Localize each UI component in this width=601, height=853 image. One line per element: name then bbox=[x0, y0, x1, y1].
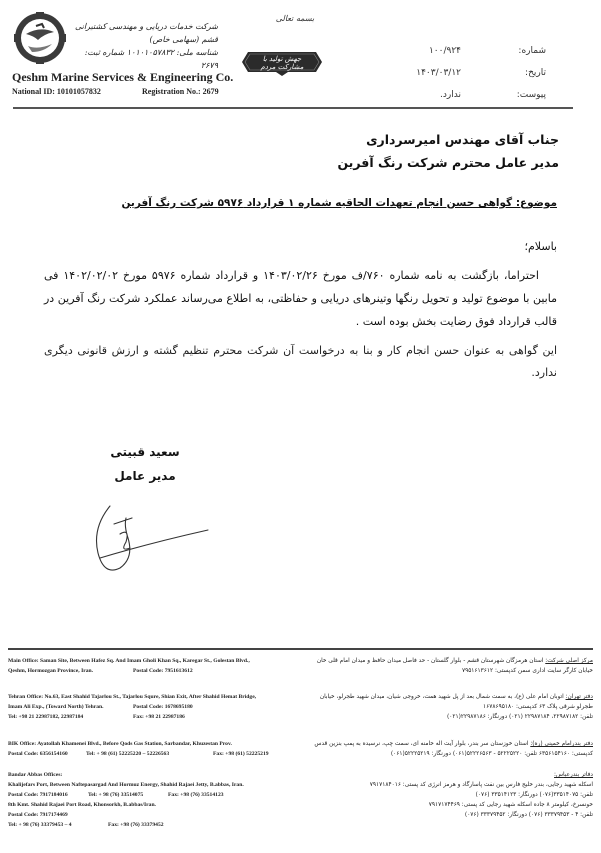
footer-en-ba-2-postal: Postal Code: 7917174469 bbox=[8, 812, 68, 818]
footer-en-tehran-3-row bbox=[8, 712, 298, 722]
footer-fa-bik-2: کدپستی: ۶۳۵۶۱۵۴۱۶۰ تلفن: ۵۲۲۲۵۲۲۰ - ۵۲۲۲۶۵۶۳(۰۶۱) دورنگار: ۵۲۲۲۵۲۱۹(۰۶۱) bbox=[390, 751, 593, 757]
footer-en-tehran-2-row bbox=[8, 702, 298, 712]
footer-fa-bik-title: دفتر بندرامام خمینی (ره): bbox=[530, 741, 593, 747]
footer-en-tehran-1: Tehran Office: No.63, East Shahid Tajarlou St., Tajarlou Squre, Shian Exit, After Shahid Hemat Bridge, bbox=[8, 694, 257, 700]
footer-en-ba-2-tel: Tel: + 98 (76) 33379453 – 4 bbox=[8, 822, 72, 828]
attachment-label: پیوست: bbox=[516, 90, 546, 100]
footer-en-ba-2: 8th Kmt. Shahid Rajaei Port Road, Khonsorkh, B.abbas/Iran. bbox=[8, 802, 156, 808]
footer-fa-tehran-2: طجرلو شرقی پلاک ۶۳ کدپستی: ۱۶۷۸۶۹۵۱۸۰ bbox=[483, 704, 593, 710]
signer-block bbox=[95, 440, 195, 488]
footer-en-ba-2-contact bbox=[8, 820, 298, 830]
date-label: تاریخ: bbox=[525, 68, 546, 78]
body-paragraph-2: این گواهی به عنوان حسن انجام کار و بنا به درخواست آن شرکت محترم تنظیم گشته و ارزش قانونی دیگری ندارد. bbox=[44, 344, 557, 379]
footer-fa-main-title: مرکز اصلی شرکت: bbox=[545, 658, 593, 664]
footer-en-main-2: Qeshm, Hormozgan Province, Iran. bbox=[8, 668, 94, 674]
signer-name: سعید قبیتی bbox=[110, 445, 180, 459]
date-value: ۱۴۰۳/۰۳/۱۲ bbox=[416, 68, 461, 78]
footer-en-tehran-postal: Postal Code: 1678695180 bbox=[133, 704, 193, 710]
body-paragraph-1: احتراما، بازگشت به نامه شماره ۷۶۰/ف مورخ ۱۴۰۳/۰۲/۲۶ و قرارداد شماره ۵۹۷۶ مورخ ۱۴۰۲/۰۲/۰۲ فی مابین با موضوع تولید و تحویل رنگها وتینرهای دریایی و حفاظتی، به اطلاع می‌رساند عملکرد شرکت رنگ آفرین در قالب قرارداد فوق رضایت بخش بوده است . bbox=[44, 269, 557, 328]
footer-fa-main-1 bbox=[303, 656, 593, 666]
footer-fa-bik-1 bbox=[303, 739, 593, 749]
footer-fa-tehran-title: دفتر تهران: bbox=[565, 694, 593, 700]
meta-date-row bbox=[381, 62, 546, 84]
footer-en-main-1: Main Office: Saman Site, Between Hafez Sq. And Imam Gholi Khan Sq., Karegar St., Golestan Blvd., bbox=[8, 658, 250, 664]
footer-en-tehran-fax: Fax: +98 21 22987186 bbox=[133, 714, 185, 720]
footer-fa-ba-4: تلفن: ۴ - ۳۳۳۷۹۴۵۳ (۰۷۶) دورنگار: ۳۳۳۷۹۴۵۲ (۰۷۶) bbox=[464, 812, 593, 818]
footer-tehran-office-en bbox=[8, 692, 298, 722]
bismillah-heading: بسمه تعالی bbox=[275, 14, 315, 23]
signer-title: مدیر عامل bbox=[114, 469, 176, 483]
footer-en-tehran-2: Imam Ali Exp., (Toward North) Tehran. bbox=[8, 704, 104, 710]
footer-bik-office-en bbox=[8, 739, 298, 759]
footer-bandar-abbas-fa bbox=[303, 770, 593, 820]
national-id: National ID: 10101057832 bbox=[12, 87, 101, 96]
footer-en-ba-1: Khalijefars Port, Between Naftepasargad And Hormuz Energy, Shahid Rajaei Jetty, B.abbas, Iran. bbox=[8, 782, 244, 788]
footer-en-tehran-tel: Tel: +98 21 22987182, 22987184 bbox=[8, 714, 84, 720]
footer-fa-ba-title: دفاتر بندرعباس: bbox=[554, 772, 593, 778]
footer-en-bik-1: BIK Office: Ayatollah Khamenei Blvd., Before Qods Gas Station, Sarbandar, Khuzestan Prov. bbox=[8, 741, 232, 747]
footer-en-ba-1-postal: Postal Code: 7917184016 bbox=[8, 792, 68, 798]
registration-number: Registration No.: 2679 bbox=[142, 87, 219, 96]
footer-fa-ba-2: تلفن: ۳۳۵۱۴۰۷۵(۰۷۶) دورنگار: ۳۳۵۱۴۱۲۳ (۰۷۶) bbox=[475, 792, 593, 798]
footer-fa-tehran-1 bbox=[303, 692, 593, 702]
footer-bandar-abbas-en bbox=[8, 770, 298, 830]
footer-en-ba-2-fax: Fax: +98 (76) 33379452 bbox=[108, 822, 164, 828]
footer-divider bbox=[8, 648, 593, 650]
company-name-fa-line1: شرکت خدمات دریایی و مهندسی کشتیرانی قشم (سهامی خاص) bbox=[74, 22, 218, 44]
signature-icon bbox=[90, 498, 210, 578]
footer-en-ba-title: Bandar Abbas Offices: bbox=[8, 772, 63, 778]
header-divider bbox=[13, 107, 573, 109]
addressee-title: مدیر عامل محترم شرکت رنگ آفرین bbox=[337, 155, 559, 170]
footer-fa-ba-1: اسکله شهید رجایی، بندر خلیج فارس بین نفت پاسارگاد و هرمز انرژی کد پستی: ۷۹۱۷۱۸۴۰۱۶ bbox=[369, 782, 593, 788]
company-ids-fa-line2: شناسه ملی: ۱۰۱۰۱۰۵۷۸۳۲ شماره ثبت: ۲۶۷۹ bbox=[84, 48, 218, 70]
footer-en-main-postal: Postal Code: 7951613612 bbox=[133, 668, 193, 674]
footer-fa-main-line1: استان هرمزگان شهرستان قشم - بلوار گلستان - حد فاصل میدان حافظ و میدان امام قلی خان bbox=[316, 658, 544, 664]
footer-fa-ba-3: خونسرخ، کیلومتر ۸ جاده اسکله شهید رجایی کد پستی: ۷۹۱۷۱۷۴۴۶۹ bbox=[428, 802, 593, 808]
footer-en-ba-1-contact bbox=[8, 790, 298, 800]
footer-tehran-office-fa bbox=[303, 692, 593, 722]
footer-fa-tehran-3: تلفن: ۲۲۹۸۷۱۸۲، ۲۲۹۸۷۱۸۴ (۰۲۱) دورنگار: ۲۲۹۸۷۱۸۶(۰۲۱) bbox=[447, 714, 593, 720]
footer-en-bik-2-row bbox=[8, 749, 298, 759]
letter-subject: موضوع: گواهی حسن انجام تعهدات الحاقیه شماره ۱ قرارداد ۵۹۷۶ شرکت رنگ آفرین bbox=[121, 197, 557, 209]
greeting: باسلام؛ bbox=[524, 240, 557, 253]
slogan-text: جهش تولید با مشارکت مردم bbox=[260, 55, 304, 71]
letter-meta bbox=[381, 40, 546, 106]
footer-main-office-fa bbox=[303, 656, 593, 676]
number-label: شماره: bbox=[518, 46, 546, 56]
attachment-value: ندارد. bbox=[440, 90, 461, 100]
company-name-persian bbox=[68, 20, 218, 72]
footer-en-bik-tel: Tel: + 98 (61) 52225220 – 52226563 bbox=[86, 751, 170, 757]
meta-attachment-row bbox=[381, 84, 546, 106]
footer-en-bik-postal: Postal Code: 6356154160 bbox=[8, 751, 68, 757]
footer-en-ba-1-tel: Tel: + 98 (76) 33514075 bbox=[88, 792, 144, 798]
addressee bbox=[337, 128, 559, 174]
addressee-name: جناب آقای مهندس امیرسرداری bbox=[366, 132, 559, 147]
footer-main-office-en bbox=[8, 656, 298, 676]
number-value: ۱۰۰/۹۲۴ bbox=[428, 46, 461, 56]
footer-en-bik-fax: Fax: +98 (61) 52225219 bbox=[213, 751, 269, 757]
footer-bik-office-fa bbox=[303, 739, 593, 759]
footer-en-main-2-row bbox=[8, 666, 298, 676]
footer-fa-main-2: خیابان کارگر سایت اداری سمن کدپستی: ۷۹۵۱۶۱۳۶۱۲ bbox=[461, 668, 593, 674]
company-name-english: Qeshm Marine Services & Engineering Co. bbox=[12, 70, 234, 84]
company-logo-icon bbox=[14, 12, 66, 64]
footer-en-ba-1-fax: Fax: +98 (76) 33514123 bbox=[168, 792, 224, 798]
meta-number-row bbox=[381, 40, 546, 62]
footer-fa-bik-line1: استان خوزستان سر بندر، بلوار آیت اله خامنه ای، سمت چپ، نرسیده به پمپ بنزین قدس bbox=[314, 741, 529, 747]
company-ids-english bbox=[12, 87, 242, 96]
footer-fa-tehran-line1: اتوبان امام علی (ع)، به سمت شمال بعد از پل شهید همت، خروجی شیان، میدان شهید طجرلو، خیابان bbox=[319, 694, 564, 700]
